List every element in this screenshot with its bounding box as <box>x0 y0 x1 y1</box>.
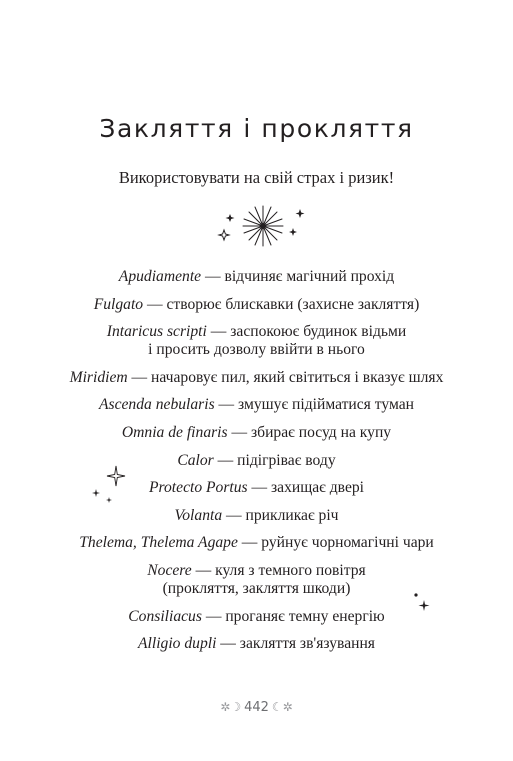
spell-description: куля з темного повітря <box>215 561 366 579</box>
spell-separator: — <box>216 635 240 653</box>
page-number: 442 <box>244 700 269 715</box>
spell-separator: — <box>143 295 167 313</box>
spell-description-continued: і просить дозволу ввійти в нього <box>148 341 365 359</box>
spell-separator: — <box>237 534 262 552</box>
spell-separator: — <box>201 268 225 285</box>
spell-separator: — <box>206 323 231 341</box>
spell-description: захищає двері <box>271 479 364 497</box>
spell-description: заспокоює будинок відьми <box>230 323 407 341</box>
sparkle-stars-decoration <box>404 590 434 616</box>
spell-name: Protecto Portus <box>149 479 248 497</box>
list-item <box>0 479 513 497</box>
spell-separator: — <box>227 423 251 441</box>
spell-name: Apudiamente <box>118 268 202 285</box>
spell-description: прикликає річ <box>245 506 339 524</box>
spell-name: Fulgato <box>93 295 144 313</box>
spell-description: проганяє темну енергію <box>225 607 385 625</box>
moon-star-icon: ☾✲ <box>271 700 293 714</box>
page-title: Закляття і прокляття <box>99 114 414 143</box>
list-item <box>0 608 513 626</box>
spell-name: Alligio dupli <box>138 635 217 653</box>
list-item <box>0 635 513 653</box>
spell-separator: — <box>247 479 271 497</box>
spell-description-continued: (прокляття, закляття шкоди) <box>162 579 351 597</box>
spell-name: Calor <box>177 451 214 469</box>
sparkle-stars-decoration <box>88 465 128 507</box>
list-item <box>0 396 513 414</box>
list-item <box>0 369 513 387</box>
list-item <box>0 562 513 598</box>
spell-separator: — <box>127 368 152 386</box>
list-item <box>0 507 513 525</box>
spell-description: створює блискавки (захисне закляття) <box>166 295 420 313</box>
list-item <box>0 534 513 552</box>
spell-description: відчиняє магічний прохід <box>224 268 395 285</box>
list-item <box>0 268 513 286</box>
spell-name: Consiliacus <box>128 607 202 625</box>
list-item <box>0 424 513 442</box>
spell-name: Nocere <box>147 561 192 579</box>
spell-separator: — <box>191 561 216 579</box>
spell-description: закляття зв'язування <box>239 635 375 653</box>
spell-name: Thelema, Thelema Agape <box>79 534 238 552</box>
spell-list <box>0 268 513 663</box>
spell-separator: — <box>214 396 239 414</box>
spell-description: збирає посуд на купу <box>250 423 392 441</box>
spell-description: начаровує пил, який світиться і вказує шлях <box>151 368 444 386</box>
spell-description: змушує підійматися туман <box>238 396 414 414</box>
spell-name: Ascenda nebularis <box>99 396 215 414</box>
list-item <box>0 452 513 470</box>
firework-stars-ornament <box>216 200 308 252</box>
list-item <box>0 296 513 314</box>
spell-description: підігріває воду <box>237 451 336 469</box>
spell-name: Intaricus scripti <box>106 323 207 341</box>
page-subtitle: Використовувати на свій страх і ризик! <box>118 168 395 187</box>
list-item <box>0 323 513 359</box>
spell-name: Miridiem <box>69 368 128 386</box>
spell-separator: — <box>222 506 246 524</box>
spell-description: руйнує чорномагічні чари <box>261 534 434 552</box>
spell-name: Omnia de finaris <box>121 423 228 441</box>
spell-separator: — <box>201 607 226 625</box>
star-moon-icon: ✲☽ <box>220 700 242 714</box>
page-number-footer <box>0 700 513 715</box>
spell-name: Volanta <box>174 506 223 524</box>
spell-separator: — <box>213 451 238 469</box>
